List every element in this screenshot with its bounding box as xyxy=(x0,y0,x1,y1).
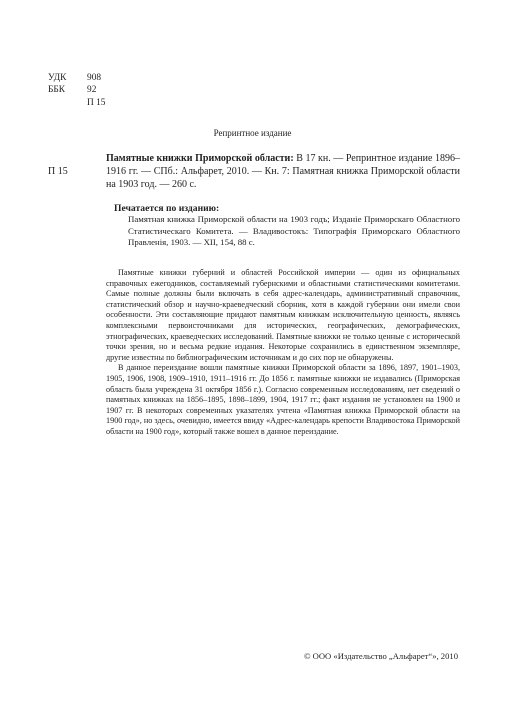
bbk-label: ББК xyxy=(48,85,66,96)
author-sign-row xyxy=(48,97,106,109)
abstract xyxy=(106,268,460,438)
udk-value: 908 xyxy=(87,73,102,83)
reprint-label: Репринтное издание xyxy=(213,128,292,138)
bbk-value: 92 xyxy=(87,85,97,96)
printed-by-body: Памятная книжка Приморской области на 1903 годъ; Изданiе Приморскаго Областного Статистическаго Комитета. — Владивостокъ: Типографiя Приморскаго Областного Правленiя, 1903. — XII, 154, 88 с. xyxy=(128,214,460,248)
abstract-paragraph-1: Памятные книжки губерний и областей Российской империи — один из официальных справочных ежегодников, составляемый губернскими и областными статистическими комитетами. Самые полные должны были включать в себя адрес-календарь, административный справочник, статистический обзор и научно-краеведческий сборник, хотя в каждой губернии они имели свои особенности. Эти составляющие придают памятным книжкам исключительную ценность, являясь комплексными первоисточниками для исторических, географических, демографических, этнографических, краеведческих исследований. Памятные книжки не только ценные с исторической точки зрения, но и весьма редкие издания. Некоторые сохранились в единственном экземпляре, другие известны по библиографическим источникам и до сих пор не обнаружены. xyxy=(106,268,460,362)
bbk-row xyxy=(48,84,106,96)
printed-by-heading: Печатается по изданию: xyxy=(114,203,220,214)
margin-code: П 15 xyxy=(48,166,68,177)
abstract-paragraph-2: В данное переиздание вошли памятные книжки Приморской области за 1896, 1897, 1901–1903, 1905, 1906, 1908, 1909–1910, 1911–1916 гг. До 1856 г. памятные книжки не издавались (Приморская область была учреждена 31 октября 1856 г.). Согласно современным исследованиям, нет сведений о памятных книжках на 1856–1895, 1898–1899, 1904, 1917 гг.; факт издания не установлен на 1900 и 1907 гг. В некоторых современных указателях учтена «Памятная книжка Приморской области на 1900 год», но здесь, очевидно, имеется ввиду «Адрес-календарь крепости Владивостока Приморской области на 1900 год», который также вошел в данное переиздание. xyxy=(106,363,460,436)
classification-block xyxy=(48,72,106,109)
citation-title: Памятные книжки Приморской области: xyxy=(106,153,294,164)
citation-rest: В 17 кн. — Репринтное издание 1896–1916 гг. — СПб.: Альфарет, 2010. — Кн. 7: Памятная книжка Приморской области на 1903 год. — 260 с. xyxy=(106,153,460,190)
udk-row xyxy=(48,72,106,84)
copyright: © ООО «Издательство „Альфарет“», 2010 xyxy=(303,651,458,661)
udk-label: УДК xyxy=(48,73,67,83)
author-sign: П 15 xyxy=(87,97,106,108)
bibliographic-citation xyxy=(106,153,460,191)
